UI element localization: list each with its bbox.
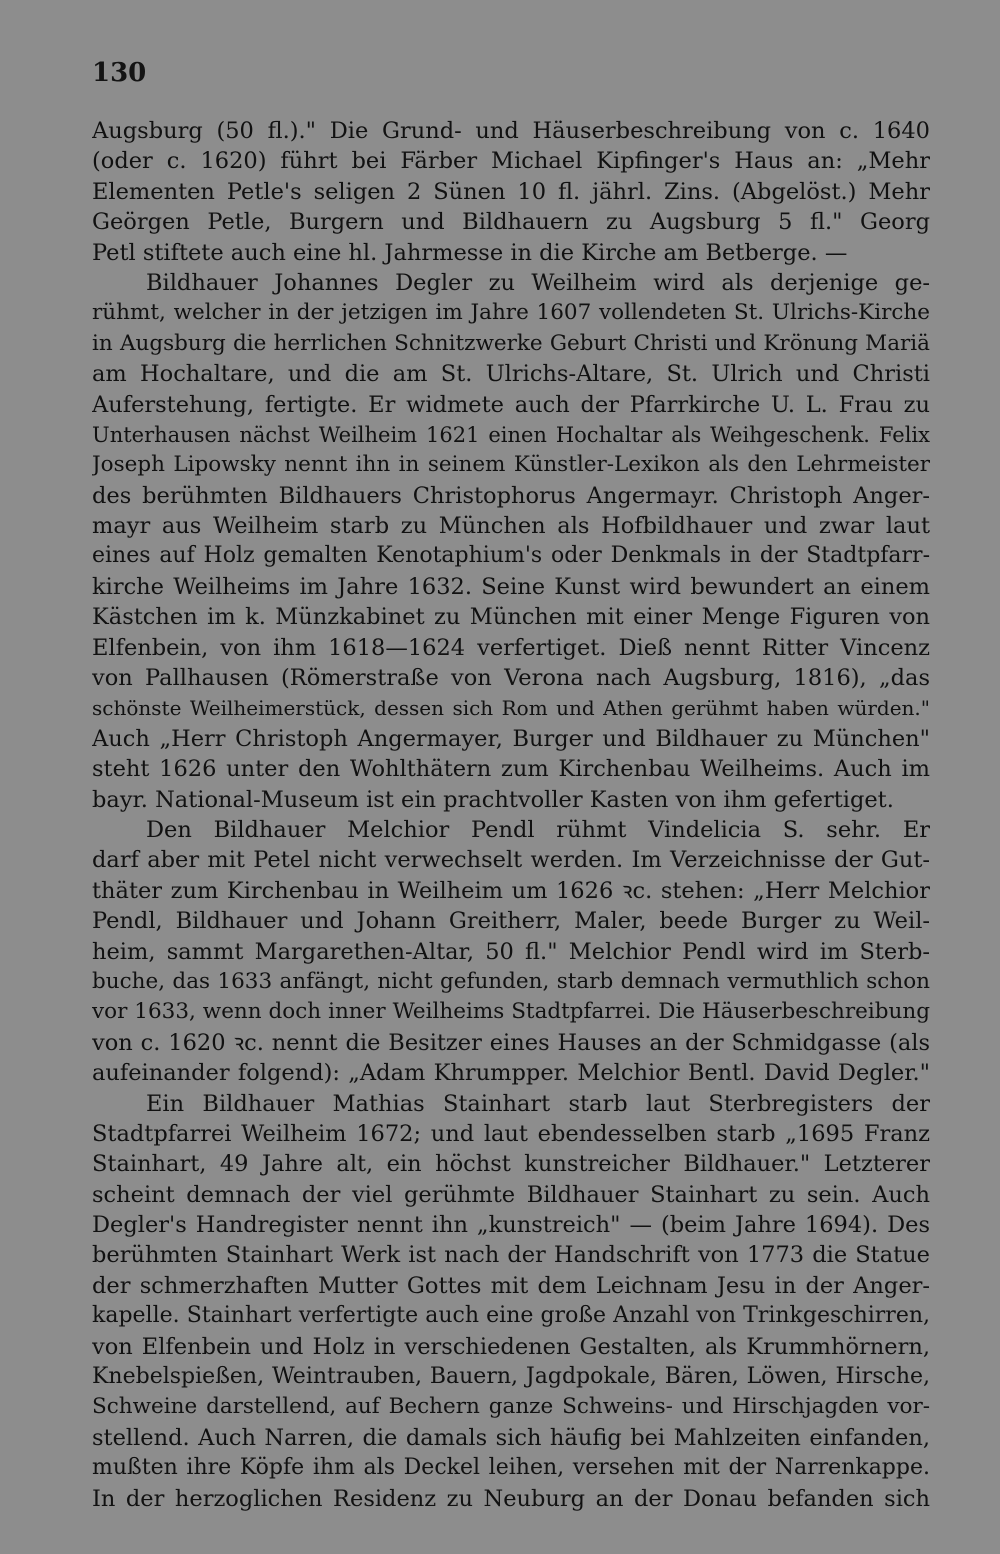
text-line: Stainhart, 49 Jahre alt, ein höchst kunstreicher Bildhauer." Letzterer bbox=[92, 1151, 930, 1178]
text-line: Bildhauer Johannes Degler zu Weilheim wird als derjenige ge- bbox=[146, 269, 930, 296]
text-line: mußten ihre Köpfe ihm als Deckel leihen, versehen mit der Narrenkappe. bbox=[92, 1455, 930, 1481]
text-line: bayr. National-Museum ist ein prachtvoller Kasten von ihm gefertiget. bbox=[92, 786, 894, 813]
text-line: berühmten Stainhart Werk ist nach der Handschrift von 1773 die Statue bbox=[92, 1242, 930, 1269]
text-line: Petl stiftete auch eine hl. Jahrmesse in die Kirche am Betberge. — bbox=[92, 239, 848, 266]
text-line: von Pallhausen (Römerstraße von Verona nach Augsburg, 1816), „das bbox=[92, 665, 930, 692]
text-line: Augsburg (50 fl.)." Die Grund- und Häuserbeschreibung von c. 1640 bbox=[92, 118, 930, 144]
text-line: darf aber mit Petel nicht verwechselt werden. Im Verzeichnisse der Gut- bbox=[92, 847, 930, 874]
text-line: (oder c. 1620) führt bei Färber Michael Kipfinger's Haus an: „Mehr bbox=[92, 148, 930, 175]
text-line: Kästchen im k. Münzkabinet zu München mit einer Menge Figuren von bbox=[92, 604, 930, 631]
text-line: Elementen Petle's seligen 2 Sünen 10 fl. jährl. Zins. (Abgelöst.) Mehr bbox=[92, 178, 930, 205]
text-line: vor 1633, wenn doch inner Weilheims Stadtpfarrei. Die Häuserbeschreibung bbox=[92, 999, 930, 1025]
text-line: kirche Weilheims im Jahre 1632. Seine Kunst wird bewundert an einem bbox=[92, 573, 930, 600]
text-line: Knebelspießen, Weintrauben, Bauern, Jagdpokale, Bären, Löwen, Hirsche, bbox=[92, 1364, 930, 1390]
text-line: von c. 1620 ꝛc. nennt die Besitzer eines Hauses an der Schmidgasse (als bbox=[92, 1029, 930, 1056]
text-line: stellend. Auch Narren, die damals sich häufig bei Mahlzeiten einfanden, bbox=[92, 1424, 930, 1451]
text-line: schönste Weilheimerstück, dessen sich Rom und Athen gerühmt haben würden." bbox=[92, 696, 930, 721]
text-line: in Augsburg die herrlichen Schnitzwerke Geburt Christi und Krönung Mariä bbox=[92, 330, 930, 356]
text-line: thäter zum Kirchenbau in Weilheim um 1626 ꝛc. stehen: „Herr Melchior bbox=[92, 877, 930, 904]
text-line: des berühmten Bildhauers Christophorus Angermayr. Christoph Anger- bbox=[92, 482, 930, 509]
text-line: Auch „Herr Christoph Angermayer, Burger und Bildhauer zu München" bbox=[92, 725, 930, 752]
text-line: Ein Bildhauer Mathias Stainhart starb laut Sterbregisters der bbox=[146, 1090, 930, 1117]
text-line: mayr aus Weilheim starb zu München als Hofbildhauer und zwar laut bbox=[92, 513, 930, 540]
page-number: 130 bbox=[92, 58, 147, 88]
text-line: Degler's Handregister nennt ihn „kunstreich" — (beim Jahre 1694). Des bbox=[92, 1212, 930, 1239]
body-text bbox=[92, 116, 930, 1514]
text-line: Schweine darstellend, auf Bechern ganze Schweins- und Hirschjagden vor- bbox=[92, 1394, 930, 1420]
text-line: steht 1626 unter den Wohlthätern zum Kirchenbau Weilheims. Auch im bbox=[92, 756, 930, 783]
text-line: Unterhausen nächst Weilheim 1621 einen Hochaltar als Weihgeschenk. Felix bbox=[92, 422, 930, 447]
text-line: der schmerzhaften Mutter Gottes mit dem Leichnam Jesu in der Anger- bbox=[92, 1272, 930, 1299]
text-line: Stadtpfarrei Weilheim 1672; und laut ebendesselben starb „1695 Franz bbox=[92, 1120, 930, 1147]
text-line: am Hochaltare, und die am St. Ulrichs-Altare, St. Ulrich und Christi bbox=[92, 361, 930, 388]
text-line: Den Bildhauer Melchior Pendl rühmt Vindelicia S. sehr. Er bbox=[146, 816, 930, 843]
text-line: Joseph Lipowsky nennt ihn in seinem Künstler-Lexikon als den Lehrmeister bbox=[92, 452, 930, 478]
text-line: scheint demnach der viel gerühmte Bildhauer Stainhart zu sein. Auch bbox=[92, 1181, 930, 1208]
text-line: Elfenbein, von ihm 1618—1624 verfertiget. Dieß nennt Ritter Vincenz bbox=[92, 634, 930, 661]
text-line: eines auf Holz gemalten Kenotaphium's oder Denkmals in der Stadtpfarr- bbox=[92, 543, 930, 569]
text-line: aufeinander folgend): „Adam Khrumpper. Melchior Bentl. David Degler." bbox=[92, 1060, 930, 1087]
text-line: Pendl, Bildhauer und Johann Greitherr, Maler, beede Burger zu Weil- bbox=[92, 908, 930, 935]
text-line: Geörgen Petle, Burgern und Bildhauern zu Augsburg 5 fl." Georg bbox=[92, 209, 930, 236]
text-line: Auferstehung, fertigte. Er widmete auch der Pfarrkirche U. L. Frau zu bbox=[92, 391, 930, 418]
text-line: kapelle. Stainhart verfertigte auch eine große Anzahl von Trinkgeschirren, bbox=[92, 1303, 930, 1329]
text-line: buche, das 1633 anfängt, nicht gefunden, starb demnach vermuthlich schon bbox=[92, 968, 930, 994]
text-line: rühmt, welcher in der jetzigen im Jahre 1607 vollendeten St. Ulrichs-Kirche bbox=[92, 300, 930, 326]
text-line: von Elfenbein und Holz in verschiedenen Gestalten, als Krummhörnern, bbox=[92, 1333, 930, 1360]
text-line: In der herzoglichen Residenz zu Neuburg an der Donau befanden sich bbox=[92, 1485, 930, 1512]
text-line: heim, sammt Margarethen-Altar, 50 fl." Melchior Pendl wird im Sterb- bbox=[92, 938, 930, 965]
